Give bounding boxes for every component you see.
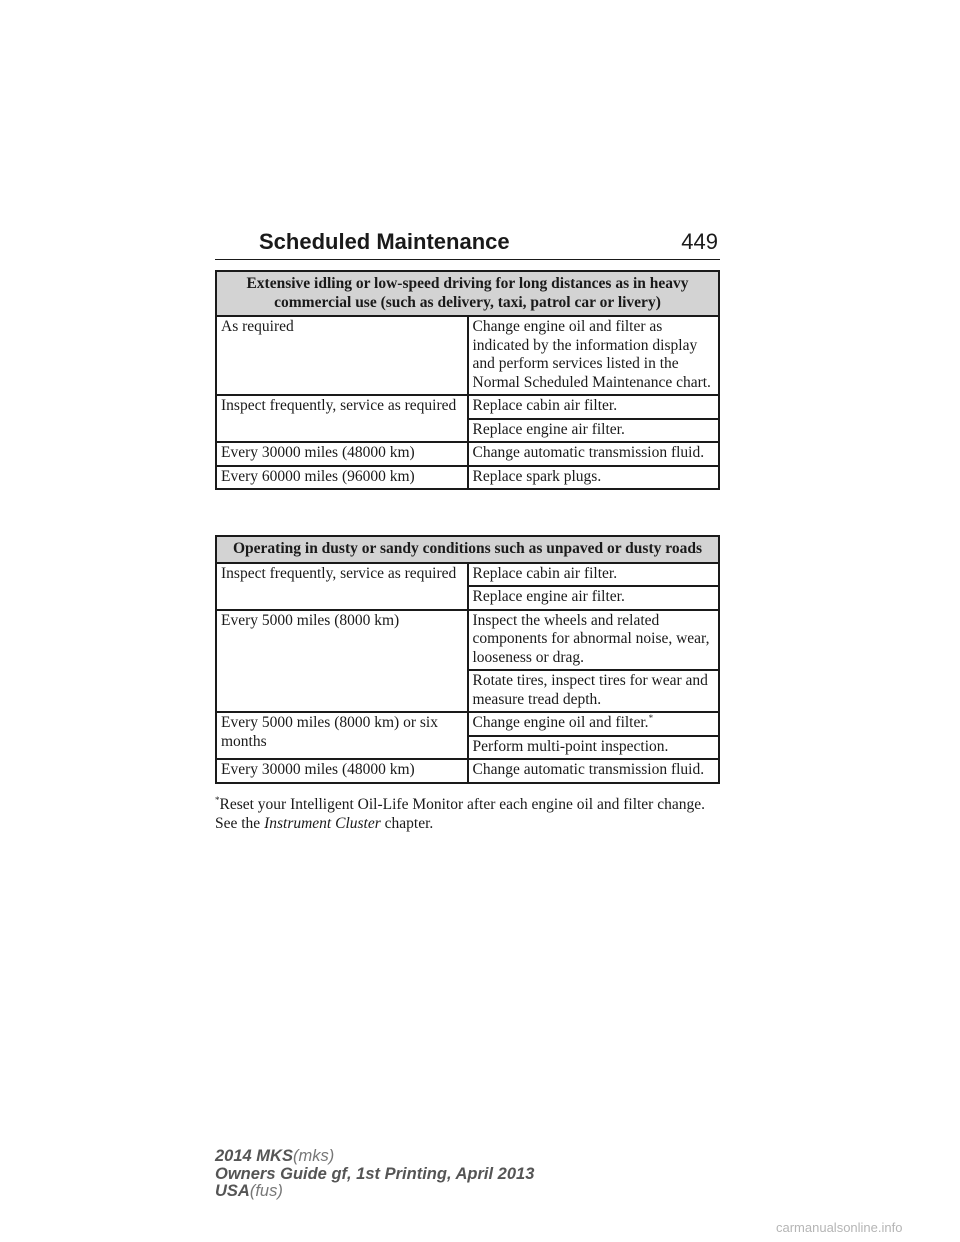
action-text: Change engine oil and filter.: [472, 714, 649, 731]
interval-cell: Every 30000 miles (48000 km): [216, 759, 468, 783]
interval-cell: Inspect frequently, service as required: [216, 395, 468, 442]
table-row: [216, 759, 719, 783]
footer-line-market: [215, 1183, 534, 1201]
table-row: [216, 563, 719, 587]
footnote-text: Reset your Intelligent Oil-Life Monitor after each engine oil and filter change. See the: [215, 796, 705, 832]
interval-cell: Every 30000 miles (48000 km): [216, 442, 468, 466]
page-header: [215, 225, 720, 260]
table-heading: Extensive idling or low-speed driving for long distances as in heavy commercial use (such as delivery, taxi, patrol car or livery): [216, 271, 719, 316]
interval-cell: Every 60000 miles (96000 km): [216, 466, 468, 490]
footnote-text-end: chapter.: [380, 814, 434, 832]
table-row: [216, 466, 719, 490]
action-cell: Perform multi-point inspection.: [468, 736, 720, 760]
interval-cell: As required: [216, 316, 468, 395]
interval-cell: Every 5000 miles (8000 km): [216, 610, 468, 713]
page-number: 449: [681, 229, 718, 254]
table-row: [216, 395, 719, 419]
heavy-commercial-maintenance-table: [215, 270, 720, 490]
chapter-reference: Instrument Cluster: [264, 814, 381, 832]
footer-market: USA: [215, 1182, 250, 1200]
action-cell: Change automatic transmission fluid.: [468, 759, 720, 783]
footer-model-code: (mks): [292, 1147, 335, 1165]
section-title: Scheduled Maintenance: [259, 229, 510, 254]
action-cell: Replace cabin air filter.: [468, 395, 720, 419]
watermark: carmanualsonline.info: [776, 1220, 903, 1235]
footnote-marker: *: [215, 794, 220, 805]
table-row: [216, 442, 719, 466]
footnote: [215, 796, 725, 833]
table-row: [216, 316, 719, 395]
interval-cell: Every 5000 miles (8000 km) or six months: [216, 712, 468, 759]
action-cell: Replace engine air filter.: [468, 419, 720, 443]
dusty-conditions-maintenance-table: [215, 535, 720, 784]
action-cell: [468, 712, 720, 736]
table-row: [216, 610, 719, 671]
footer-line-guide: [215, 1166, 534, 1184]
footer-line-model: [215, 1148, 534, 1166]
action-cell: Replace engine air filter.: [468, 586, 720, 610]
table-row: [216, 712, 719, 736]
interval-cell: Inspect frequently, service as required: [216, 563, 468, 610]
table-heading: Operating in dusty or sandy conditions such as unpaved or dusty roads: [216, 536, 719, 563]
action-cell: Replace spark plugs.: [468, 466, 720, 490]
footer-model: 2014 MKS: [215, 1147, 293, 1165]
action-cell: Change engine oil and filter as indicated by the information display and perform services listed in the Normal Scheduled Maintenance chart.: [468, 316, 720, 395]
footer-guide: Owners Guide gf, 1st Printing, April 2013: [215, 1164, 535, 1183]
action-cell: Replace cabin air filter.: [468, 563, 720, 587]
footnote-marker: *: [648, 712, 654, 723]
action-cell: Inspect the wheels and related components for abnormal noise, wear, looseness or drag.: [468, 610, 720, 671]
page-footer: [215, 1148, 534, 1201]
footer-market-code: (fus): [249, 1182, 283, 1200]
action-cell: Rotate tires, inspect tires for wear and measure tread depth.: [468, 670, 720, 712]
action-cell: Change automatic transmission fluid.: [468, 442, 720, 466]
